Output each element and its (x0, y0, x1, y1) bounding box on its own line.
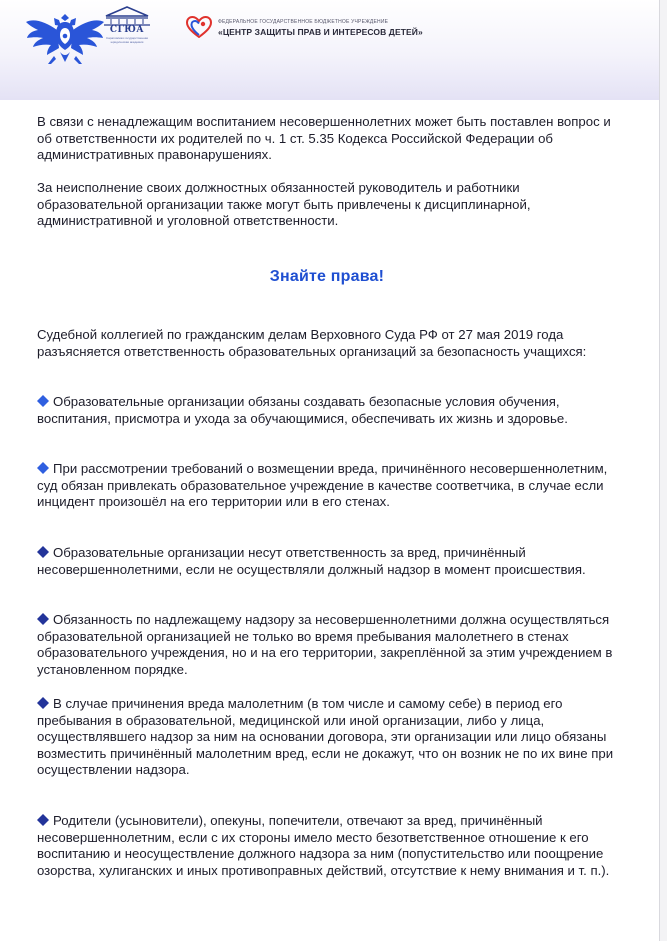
children-rights-center-logo-icon (186, 16, 212, 38)
center-name: «ЦЕНТР ЗАЩИТЫ ПРАВ И ИНТЕРЕСОВ ДЕТЕЙ» (218, 27, 423, 37)
bullet-text: Образовательные организации обязаны создавать безопасные условия обучения, воспитания, присмотра и ухода за обучающимися, обеспечивать их жизнь и здоровье. (37, 394, 568, 426)
bullet-item-6 (37, 813, 622, 879)
bullet-item-5 (37, 696, 622, 779)
diamond-bullet-icon (37, 395, 49, 407)
intro-paragraph-2: За неисполнение своих должностных обязанностей руководитель и работники образовательной организации также могут быть привлечены к дисциплинарной, административной и уголовной ответственности. (37, 180, 531, 229)
diamond-bullet-icon (37, 462, 49, 474)
bullet-text: В случае причинения вреда малолетним (в том числе и самому себе) в период его пребывания в образовательной, медицинской или иной организации, либо у лица, осуществлявшего надзор за ним на основании договора, эти организации или лицо обязаны возместить причинённый малолетним вред, если не докажут, что он возник не по их вине при осуществлении надзора. (37, 696, 614, 778)
bullet-text: При рассмотрении требований о возмещении вреда, причинённого несовершеннолетним, суд обязан привлекать образовательное учреждение в качестве соответчика, в случае если инцидент произошёл на его территории или в его стенах. (37, 461, 608, 510)
know-your-rights-heading: Знайте права! (269, 268, 385, 285)
diamond-bullet-icon (37, 814, 49, 826)
sgua-subtitle: Саратовская государственная юридическая академия (105, 36, 149, 44)
page-header (0, 0, 660, 100)
center-subtitle: ФЕДЕРАЛЬНОЕ ГОСУДАРСТВЕННОЕ БЮДЖЕТНОЕ УЧРЕЖДЕНИЕ (218, 19, 389, 25)
bullet-item-4 (37, 612, 622, 678)
russian-coat-of-arms-icon (24, 8, 106, 72)
diamond-bullet-icon (37, 697, 49, 709)
bullet-text: Обязанность по надлежащему надзору за несовершеннолетними должна осуществляться образовательной организацией не только во время пребывания малолетнего в стенах образовательного учреждения, но и на его территории, закреплённой за этим учреждением в установленном порядке. (37, 612, 613, 677)
bullet-text: Образовательные организации несут ответственность за вред, причинённый несовершеннолетними, если не осуществляли должный надзор в момент происшествия. (37, 545, 586, 577)
sgua-label: СГЮА (109, 25, 145, 35)
bullet-item-2 (37, 461, 622, 511)
diamond-bullet-icon (37, 613, 49, 625)
bullet-item-3 (37, 545, 622, 578)
court-paragraph: Судебной коллегией по гражданским делам Верховного Суда РФ от 27 мая 2019 года разъясняется ответственность образовательных организаций за безопасность учащихся: (37, 327, 587, 359)
diamond-bullet-icon (37, 546, 49, 558)
intro-paragraph-1: В связи с ненадлежащим воспитанием несовершеннолетних может быть поставлен вопрос и об ответственности их родителей по ч. 1 ст. 5.35 Кодекса Российской Федерации об административных правонарушениях. (37, 114, 611, 163)
bullet-item-1 (37, 394, 622, 427)
bullet-text: Родители (усыновители), опекуны, попечители, отвечают за вред, причинённый несовершеннолетним, если с их стороны имело место безответственное отношение к его воспитанию и неосуществление должного надзора за ним (попустительство или поощрение озорства, хулиганских и иных противоправных действий, отсутствие к нему внимания и т. п.). (37, 813, 610, 878)
